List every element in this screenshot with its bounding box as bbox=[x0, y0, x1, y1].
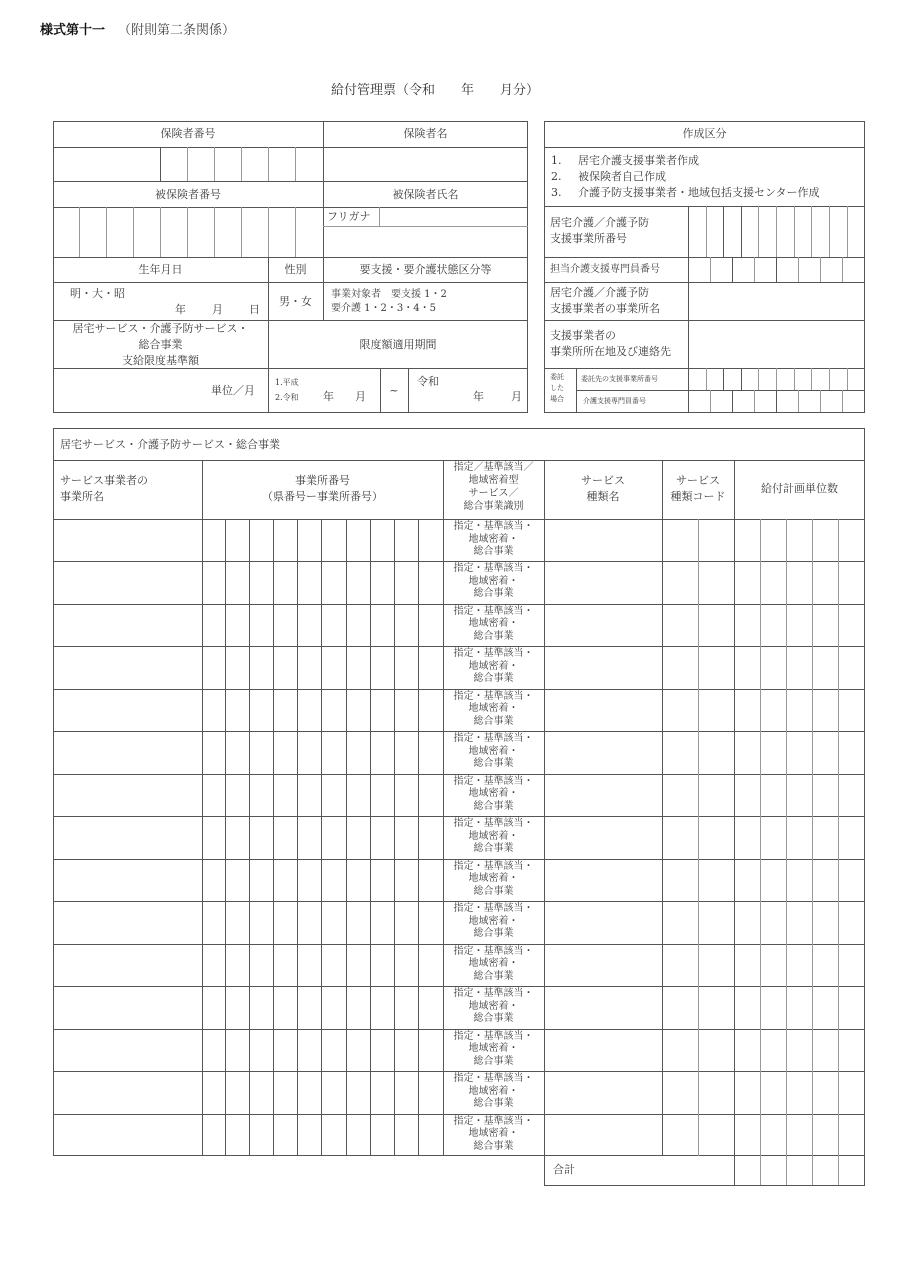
category-select[interactable] bbox=[443, 1071, 544, 1113]
service-type-code-input[interactable] bbox=[662, 1114, 734, 1156]
to-year-unit: 年 bbox=[473, 390, 484, 403]
office-name-input[interactable] bbox=[53, 1029, 202, 1071]
category-select[interactable] bbox=[443, 901, 544, 943]
category-option-line: 総合事業 bbox=[473, 1098, 514, 1110]
category-option-line: 総合事業 bbox=[473, 1140, 514, 1152]
birth-year-unit: 年 bbox=[175, 303, 186, 316]
category-option-line: 指定・基準該当・ bbox=[453, 1115, 534, 1127]
category-select[interactable] bbox=[443, 731, 544, 773]
category-option-line: 指定・基準該当・ bbox=[453, 605, 534, 617]
from-era-heisei[interactable]: 1.平成 bbox=[275, 378, 299, 387]
planned-units-input[interactable] bbox=[734, 561, 865, 603]
creation-option-text: 介護予防支援事業者・地域包括支援センター作成 bbox=[578, 186, 820, 199]
insurer-name-label: 保険者名 bbox=[403, 127, 448, 140]
office-name-input[interactable] bbox=[53, 859, 202, 901]
category-option-line: 総合事業 bbox=[473, 588, 514, 600]
col-category-line3: サービス／ bbox=[468, 488, 519, 499]
consigned-label-2: した bbox=[550, 384, 564, 392]
sex-options[interactable]: 男・女 bbox=[279, 295, 312, 308]
category-select[interactable] bbox=[443, 816, 544, 858]
birth-date-label: 生年月日 bbox=[138, 263, 183, 276]
category-option-line: 地域密着・ bbox=[468, 1000, 519, 1012]
office-number-input[interactable] bbox=[202, 1114, 443, 1156]
planned-units-input[interactable] bbox=[734, 901, 865, 943]
category-option-line: 地域密着・ bbox=[468, 575, 519, 587]
consigned-office-number-input[interactable] bbox=[688, 368, 865, 390]
service-type-code-input[interactable] bbox=[662, 519, 734, 561]
insurer-number-input[interactable] bbox=[160, 147, 323, 181]
service-type-name-input[interactable] bbox=[544, 859, 662, 901]
category-option-line: 総合事業 bbox=[473, 546, 514, 557]
category-option-line: 地域密着・ bbox=[468, 915, 519, 927]
office-name-input[interactable] bbox=[53, 1071, 202, 1113]
creation-label: 作成区分 bbox=[682, 127, 727, 140]
creation-option-num: 3. bbox=[551, 186, 562, 199]
category-select[interactable] bbox=[443, 519, 544, 561]
planned-units-input[interactable] bbox=[734, 604, 865, 646]
office-name-input[interactable] bbox=[53, 816, 202, 858]
category-option-line: 地域密着・ bbox=[468, 788, 519, 800]
office-number-input[interactable] bbox=[202, 689, 443, 731]
service-type-name-input[interactable] bbox=[544, 689, 662, 731]
furigana-input[interactable] bbox=[380, 207, 528, 226]
office-number-input[interactable] bbox=[202, 1071, 443, 1113]
service-type-name-input[interactable] bbox=[544, 731, 662, 773]
service-type-name-input[interactable] bbox=[544, 646, 662, 688]
category-option-line: 指定・基準該当・ bbox=[453, 945, 534, 957]
manager-number-input[interactable] bbox=[688, 257, 865, 282]
birth-day-unit: 日 bbox=[249, 303, 260, 316]
col-planned-units: 給付計画単位数 bbox=[761, 482, 838, 495]
office-name-input[interactable] bbox=[688, 282, 865, 320]
category-option-line: 地域密着・ bbox=[468, 533, 519, 545]
office-address-input[interactable] bbox=[688, 320, 865, 368]
care-level-line1[interactable]: 事業対象者 要支援 1・2 bbox=[331, 289, 447, 300]
category-option-line: 指定・基準該当・ bbox=[453, 860, 534, 872]
planned-units-input[interactable] bbox=[734, 731, 865, 773]
col-office-name-line2: 事業所名 bbox=[60, 490, 104, 503]
planned-units-input[interactable] bbox=[734, 986, 865, 1028]
total-label: 合計 bbox=[553, 1163, 575, 1176]
category-option-line: 地域密着・ bbox=[468, 703, 519, 715]
office-name-input[interactable] bbox=[53, 646, 202, 688]
service-type-name-input[interactable] bbox=[544, 816, 662, 858]
category-option-line: 地域密着・ bbox=[468, 660, 519, 672]
category-option-line: 総合事業 bbox=[473, 843, 514, 855]
category-select[interactable] bbox=[443, 944, 544, 986]
limit-unit-label: 単位／月 bbox=[211, 384, 255, 397]
planned-units-input[interactable] bbox=[734, 1029, 865, 1071]
office-name-input[interactable] bbox=[53, 1114, 202, 1156]
service-type-code-input[interactable] bbox=[662, 901, 734, 943]
total-units-input[interactable] bbox=[734, 1156, 865, 1185]
col-category-line2: 地域密着型 bbox=[468, 475, 519, 486]
col-service-type-name-line1: サービス bbox=[581, 474, 625, 487]
from-year-unit: 年 bbox=[323, 390, 334, 403]
category-select[interactable] bbox=[443, 1114, 544, 1156]
limit-label-line3: 支給限度基準額 bbox=[122, 354, 199, 367]
office-number-input[interactable] bbox=[688, 206, 865, 257]
to-era: 令和 bbox=[417, 375, 439, 388]
planned-units-input[interactable] bbox=[734, 816, 865, 858]
category-option-line: 地域密着・ bbox=[468, 618, 519, 630]
page-title: 給付管理票（令和 年 月分） bbox=[331, 83, 540, 98]
office-number-label-line1: 居宅介護／介護予防 bbox=[550, 216, 649, 229]
col-category-line1: 指定／基準該当／ bbox=[453, 462, 534, 473]
category-option-line: 地域密着・ bbox=[468, 1128, 519, 1140]
service-type-code-input[interactable] bbox=[662, 859, 734, 901]
planned-units-input[interactable] bbox=[734, 689, 865, 731]
care-level-line2[interactable]: 要介護 1・2・3・4・5 bbox=[331, 303, 436, 314]
office-name-label-line2: 支援事業者の事業所名 bbox=[550, 302, 660, 315]
category-option-line: 地域密着・ bbox=[468, 958, 519, 970]
office-number-input[interactable] bbox=[202, 944, 443, 986]
birth-month-unit: 月 bbox=[212, 303, 223, 316]
office-name-input[interactable] bbox=[53, 986, 202, 1028]
office-name-input[interactable] bbox=[53, 604, 202, 646]
category-select[interactable] bbox=[443, 1029, 544, 1071]
creation-option-text: 被保険者自己作成 bbox=[578, 170, 666, 183]
creation-option-num: 1. bbox=[551, 154, 562, 167]
office-name-input[interactable] bbox=[53, 731, 202, 773]
category-option-line: 総合事業 bbox=[473, 970, 514, 982]
category-option-line: 指定・基準該当・ bbox=[453, 733, 534, 745]
service-type-code-input[interactable] bbox=[662, 1071, 734, 1113]
category-select[interactable] bbox=[443, 646, 544, 688]
consigned-manager-label: 介護支援専門員番号 bbox=[583, 397, 646, 405]
sex-label: 性別 bbox=[284, 263, 307, 276]
limit-period-label: 限度額適用期間 bbox=[359, 338, 437, 351]
creation-option-num: 2. bbox=[551, 170, 562, 183]
category-option-line: 指定・基準該当・ bbox=[453, 988, 534, 1000]
service-type-code-input[interactable] bbox=[662, 1029, 734, 1071]
office-number-input[interactable] bbox=[202, 816, 443, 858]
category-option-line: 指定・基準該当・ bbox=[453, 648, 534, 660]
limit-label-line1: 居宅サービス・介護予防サービス・ bbox=[72, 322, 249, 335]
office-number-input[interactable] bbox=[202, 901, 443, 943]
limit-label-line2: 総合事業 bbox=[138, 338, 183, 351]
office-number-input[interactable] bbox=[202, 519, 443, 561]
service-type-code-input[interactable] bbox=[662, 986, 734, 1028]
col-category-line4: 総合事業識別 bbox=[463, 501, 524, 512]
planned-units-input[interactable] bbox=[734, 774, 865, 816]
insured-number-label: 被保険者番号 bbox=[155, 188, 221, 201]
furigana-label: フリガナ bbox=[327, 210, 371, 223]
address-label-line2: 事業所所在地及び連絡先 bbox=[550, 345, 671, 358]
planned-units-input[interactable] bbox=[734, 519, 865, 561]
insurer-number-label: 保険者番号 bbox=[160, 127, 216, 140]
office-number-input[interactable] bbox=[202, 1029, 443, 1071]
service-type-name-input[interactable] bbox=[544, 986, 662, 1028]
category-option-line: 総合事業 bbox=[473, 715, 514, 727]
form-number: 様式第十一 bbox=[40, 23, 106, 38]
category-option-line: 総合事業 bbox=[473, 673, 514, 685]
category-option-line: 指定・基準該当・ bbox=[453, 1030, 534, 1042]
from-month-unit: 月 bbox=[355, 390, 366, 403]
category-option-line: 総合事業 bbox=[473, 928, 514, 940]
insured-name-label: 被保険者氏名 bbox=[392, 188, 459, 201]
col-service-type-name-line2: 種類名 bbox=[586, 490, 620, 503]
office-name-label-line1: 居宅介護／介護予防 bbox=[550, 286, 649, 299]
office-name-input[interactable] bbox=[53, 944, 202, 986]
planned-units-input[interactable] bbox=[734, 944, 865, 986]
insurer-name-input[interactable] bbox=[323, 147, 528, 181]
service-type-code-input[interactable] bbox=[662, 816, 734, 858]
office-number-input[interactable] bbox=[202, 774, 443, 816]
consigned-office-label: 委託先の支援事業所番号 bbox=[581, 375, 658, 383]
category-option-line: 指定・基準該当・ bbox=[453, 775, 534, 787]
care-level-label: 要支援・要介護状態区分等 bbox=[359, 263, 492, 276]
category-option-line: 地域密着・ bbox=[468, 873, 519, 885]
category-option-line: 地域密着・ bbox=[468, 830, 519, 842]
service-type-name-input[interactable] bbox=[544, 1114, 662, 1156]
office-name-input[interactable] bbox=[53, 774, 202, 816]
creation-option-text: 居宅介護支援事業者作成 bbox=[578, 154, 699, 167]
col-office-name-line1: サービス事業者の bbox=[60, 474, 148, 487]
service-type-code-input[interactable] bbox=[662, 944, 734, 986]
service-type-name-input[interactable] bbox=[544, 774, 662, 816]
to-month-unit: 月 bbox=[511, 390, 522, 403]
col-office-number-line2: （県番号ー事業所番号） bbox=[262, 490, 383, 503]
category-select[interactable] bbox=[443, 689, 544, 731]
category-option-line: 指定・基準該当・ bbox=[453, 818, 534, 830]
category-option-line: 指定・基準該当・ bbox=[453, 1073, 534, 1085]
insured-name-input[interactable] bbox=[323, 226, 528, 257]
category-option-line: 総合事業 bbox=[473, 800, 514, 812]
office-number-input[interactable] bbox=[202, 561, 443, 603]
planned-units-input[interactable] bbox=[734, 1071, 865, 1113]
service-type-name-input[interactable] bbox=[544, 1029, 662, 1071]
service-type-name-input[interactable] bbox=[544, 901, 662, 943]
office-name-input[interactable] bbox=[53, 689, 202, 731]
category-option-line: 指定・基準該当・ bbox=[453, 690, 534, 702]
from-era-reiwa[interactable]: 2.令和 bbox=[275, 393, 299, 402]
category-select[interactable] bbox=[443, 859, 544, 901]
service-type-name-input[interactable] bbox=[544, 1071, 662, 1113]
planned-units-input[interactable] bbox=[734, 1114, 865, 1156]
service-type-name-input[interactable] bbox=[544, 944, 662, 986]
category-option-line: 指定・基準該当・ bbox=[453, 903, 534, 915]
consigned-label-1: 委託 bbox=[550, 373, 564, 381]
office-number-label-line2: 支援事業所番号 bbox=[550, 232, 627, 245]
insured-number-input[interactable] bbox=[53, 207, 323, 257]
office-number-input[interactable] bbox=[202, 859, 443, 901]
category-option-line: 総合事業 bbox=[473, 1013, 514, 1025]
service-type-name-input[interactable] bbox=[544, 604, 662, 646]
service-type-code-input[interactable] bbox=[662, 774, 734, 816]
office-name-input[interactable] bbox=[53, 519, 202, 561]
service-type-code-input[interactable] bbox=[662, 689, 734, 731]
col-service-type-code-line1: サービス bbox=[676, 474, 720, 487]
col-service-type-code-line2: 種類コード bbox=[670, 490, 726, 503]
consigned-manager-number-input[interactable] bbox=[688, 390, 865, 412]
category-option-line: 地域密着・ bbox=[468, 1085, 519, 1097]
category-option-line: 総合事業 bbox=[473, 758, 514, 770]
service-type-code-input[interactable] bbox=[662, 604, 734, 646]
office-name-input[interactable] bbox=[53, 901, 202, 943]
period-tilde: ~ bbox=[389, 384, 399, 397]
address-label-line1: 支援事業者の bbox=[550, 329, 616, 342]
service-type-code-input[interactable] bbox=[662, 561, 734, 603]
form-relation: （附則第二条関係） bbox=[118, 23, 236, 38]
consigned-label-3: 場合 bbox=[550, 395, 564, 403]
category-option-line: 総合事業 bbox=[473, 885, 514, 897]
service-type-name-input[interactable] bbox=[544, 561, 662, 603]
office-number-input[interactable] bbox=[202, 986, 443, 1028]
birth-era-options[interactable]: 明・大・昭 bbox=[70, 287, 125, 300]
category-select[interactable] bbox=[443, 774, 544, 816]
office-number-input[interactable] bbox=[202, 731, 443, 773]
office-name-input[interactable] bbox=[53, 561, 202, 603]
category-select[interactable] bbox=[443, 604, 544, 646]
planned-units-input[interactable] bbox=[734, 646, 865, 688]
planned-units-input[interactable] bbox=[734, 859, 865, 901]
category-select[interactable] bbox=[443, 561, 544, 603]
service-type-code-input[interactable] bbox=[662, 646, 734, 688]
services-section-title: 居宅サービス・介護予防サービス・総合事業 bbox=[60, 438, 280, 451]
manager-number-label: 担当介護支援専門員番号 bbox=[550, 264, 660, 275]
category-option-line: 指定・基準該当・ bbox=[453, 563, 534, 575]
category-select[interactable] bbox=[443, 986, 544, 1028]
category-option-line: 地域密着・ bbox=[468, 745, 519, 757]
service-type-name-input[interactable] bbox=[544, 519, 662, 561]
category-option-line: 総合事業 bbox=[473, 630, 514, 642]
category-option-line: 地域密着・ bbox=[468, 1043, 519, 1055]
office-number-input[interactable] bbox=[202, 604, 443, 646]
col-office-number-line1: 事業所番号 bbox=[295, 474, 350, 487]
category-option-line: 総合事業 bbox=[473, 1055, 514, 1067]
category-option-line: 指定・基準該当・ bbox=[453, 521, 534, 532]
service-type-code-input[interactable] bbox=[662, 731, 734, 773]
office-number-input[interactable] bbox=[202, 646, 443, 688]
